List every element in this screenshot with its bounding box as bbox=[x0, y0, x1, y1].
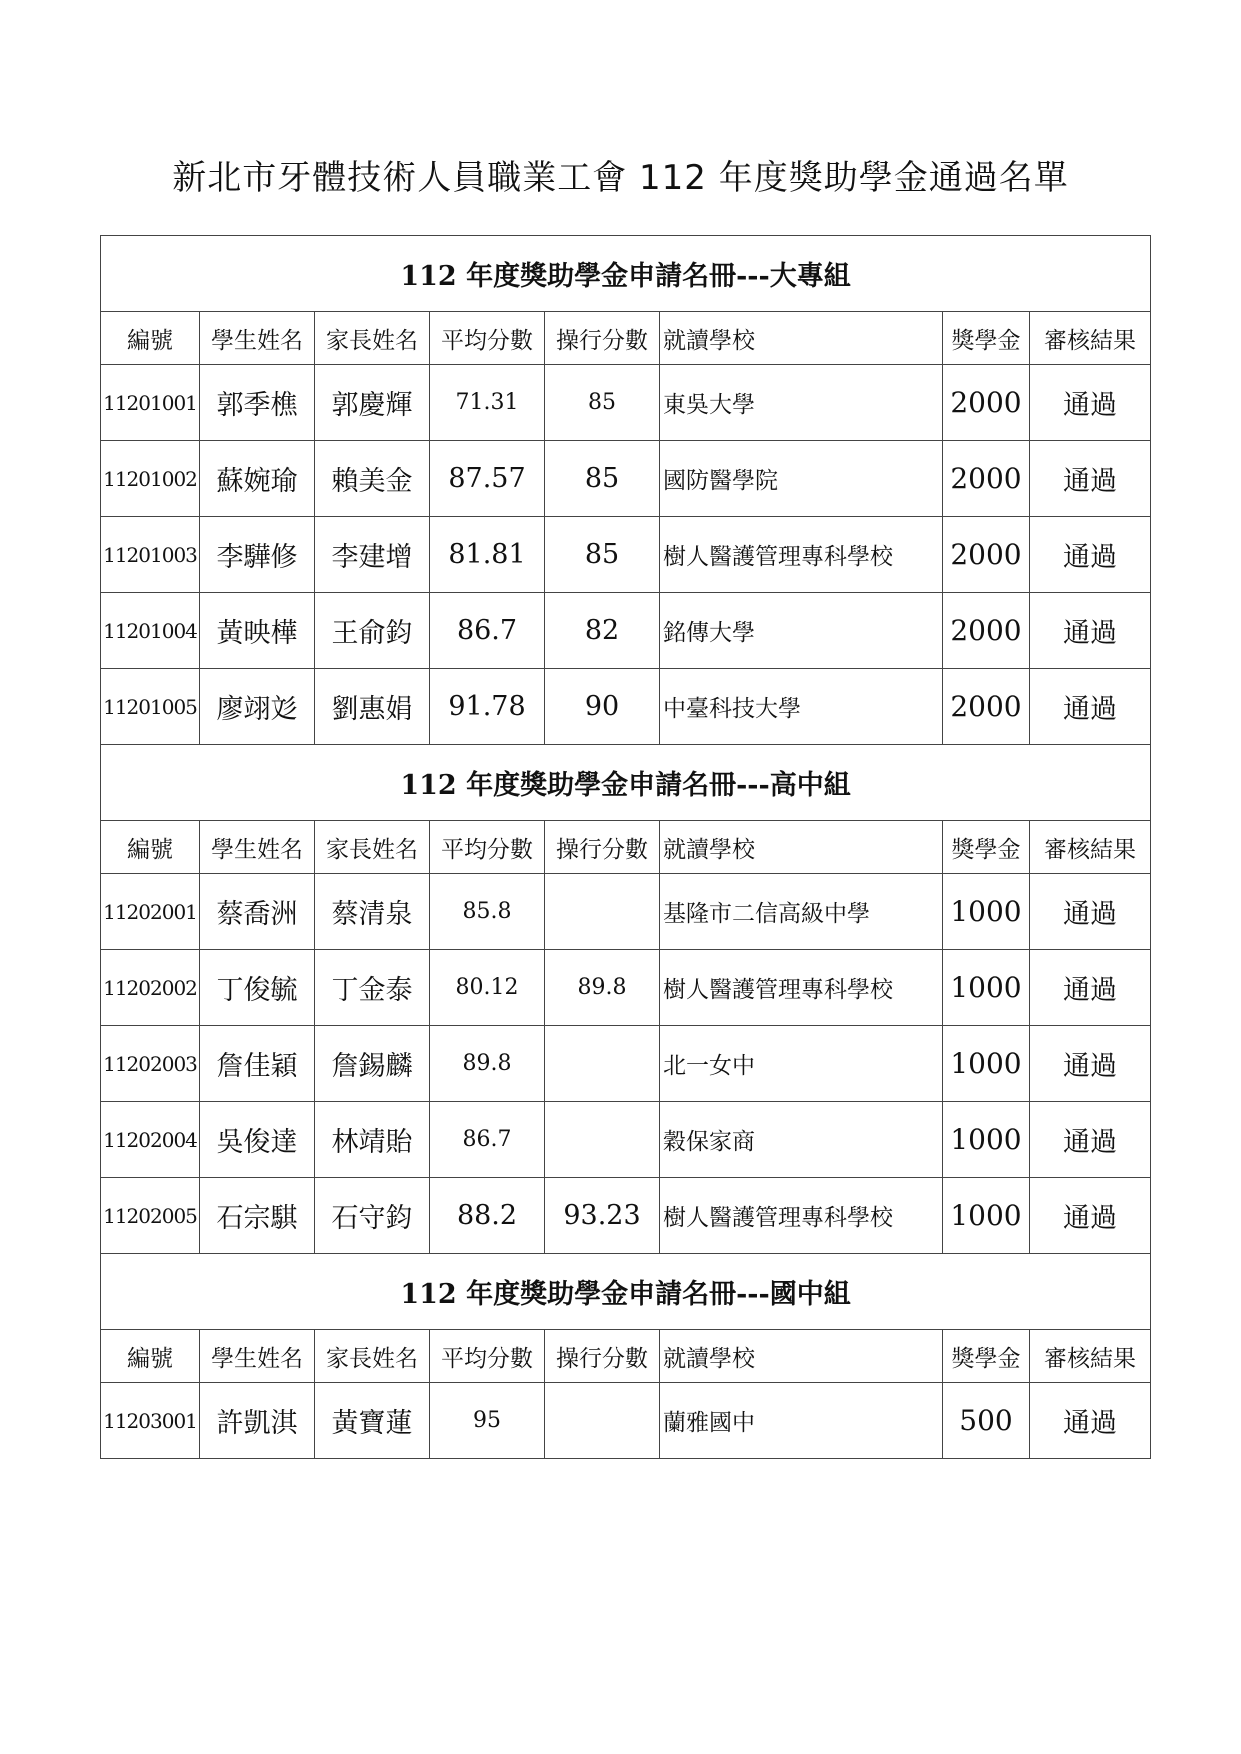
column-header: 學生姓名 bbox=[200, 1330, 315, 1383]
column-header: 審核結果 bbox=[1030, 312, 1151, 365]
review-result: 通過 bbox=[1030, 1102, 1151, 1178]
student-name: 蘇婉瑜 bbox=[200, 441, 315, 517]
parent-name: 蔡清泉 bbox=[315, 874, 430, 950]
scholarship-amount: 1000 bbox=[943, 1178, 1030, 1254]
conduct-score: 85 bbox=[545, 365, 660, 441]
column-header: 平均分數 bbox=[430, 312, 545, 365]
record-id: 11201003 bbox=[101, 517, 200, 593]
column-header: 操行分數 bbox=[545, 312, 660, 365]
scholarship-table bbox=[100, 235, 1151, 1459]
column-header: 家長姓名 bbox=[315, 821, 430, 874]
student-name: 丁俊毓 bbox=[200, 950, 315, 1026]
average-score: 80.12 bbox=[430, 950, 545, 1026]
school-name: 銘傳大學 bbox=[660, 593, 943, 669]
scholarship-amount: 1000 bbox=[943, 874, 1030, 950]
student-name: 石宗騏 bbox=[200, 1178, 315, 1254]
parent-name: 李建增 bbox=[315, 517, 430, 593]
scholarship-amount: 1000 bbox=[943, 1026, 1030, 1102]
column-header: 學生姓名 bbox=[200, 312, 315, 365]
average-score: 81.81 bbox=[430, 517, 545, 593]
column-header: 就讀學校 bbox=[660, 312, 943, 365]
school-name: 中臺科技大學 bbox=[660, 669, 943, 745]
review-result: 通過 bbox=[1030, 1026, 1151, 1102]
table-row bbox=[101, 1102, 1151, 1178]
column-header: 就讀學校 bbox=[660, 821, 943, 874]
table-row bbox=[101, 593, 1151, 669]
review-result: 通過 bbox=[1030, 517, 1151, 593]
student-name: 許凱淇 bbox=[200, 1383, 315, 1459]
section-heading: 112 年度獎助學金申請名冊---高中組 bbox=[101, 745, 1151, 821]
column-header: 審核結果 bbox=[1030, 1330, 1151, 1383]
review-result: 通過 bbox=[1030, 593, 1151, 669]
parent-name: 詹錫麟 bbox=[315, 1026, 430, 1102]
section-heading: 112 年度獎助學金申請名冊---大專組 bbox=[101, 236, 1151, 312]
conduct-score: 93.23 bbox=[545, 1178, 660, 1254]
conduct-score: 85 bbox=[545, 517, 660, 593]
column-header-row bbox=[101, 312, 1151, 365]
scholarship-amount: 2000 bbox=[943, 441, 1030, 517]
review-result: 通過 bbox=[1030, 874, 1151, 950]
column-header: 獎學金 bbox=[943, 821, 1030, 874]
record-id: 11201004 bbox=[101, 593, 200, 669]
average-score: 89.8 bbox=[430, 1026, 545, 1102]
table-row bbox=[101, 669, 1151, 745]
parent-name: 黃寶蓮 bbox=[315, 1383, 430, 1459]
review-result: 通過 bbox=[1030, 1178, 1151, 1254]
record-id: 11201001 bbox=[101, 365, 200, 441]
school-name: 東吳大學 bbox=[660, 365, 943, 441]
column-header-row bbox=[101, 821, 1151, 874]
column-header: 編號 bbox=[101, 312, 200, 365]
student-name: 黃映樺 bbox=[200, 593, 315, 669]
record-id: 11202003 bbox=[101, 1026, 200, 1102]
student-name: 郭季樵 bbox=[200, 365, 315, 441]
table-row bbox=[101, 950, 1151, 1026]
school-name: 樹人醫護管理專科學校 bbox=[660, 517, 943, 593]
review-result: 通過 bbox=[1030, 365, 1151, 441]
column-header-row bbox=[101, 1330, 1151, 1383]
table-row bbox=[101, 1178, 1151, 1254]
column-header: 獎學金 bbox=[943, 312, 1030, 365]
scholarship-amount: 2000 bbox=[943, 517, 1030, 593]
page-title: 新北市牙體技術人員職業工會 112 年度獎助學金通過名單 bbox=[172, 158, 1069, 198]
review-result: 通過 bbox=[1030, 441, 1151, 517]
conduct-score: 85 bbox=[545, 441, 660, 517]
average-score: 88.2 bbox=[430, 1178, 545, 1254]
column-header: 操行分數 bbox=[545, 1330, 660, 1383]
conduct-score bbox=[545, 1102, 660, 1178]
column-header: 操行分數 bbox=[545, 821, 660, 874]
school-name: 樹人醫護管理專科學校 bbox=[660, 1178, 943, 1254]
record-id: 11201002 bbox=[101, 441, 200, 517]
record-id: 11201005 bbox=[101, 669, 200, 745]
average-score: 85.8 bbox=[430, 874, 545, 950]
table-row bbox=[101, 517, 1151, 593]
conduct-score: 90 bbox=[545, 669, 660, 745]
review-result: 通過 bbox=[1030, 1383, 1151, 1459]
column-header: 獎學金 bbox=[943, 1330, 1030, 1383]
conduct-score: 89.8 bbox=[545, 950, 660, 1026]
table-row bbox=[101, 1383, 1151, 1459]
scholarship-amount: 1000 bbox=[943, 1102, 1030, 1178]
section-heading-row bbox=[101, 236, 1151, 312]
average-score: 71.31 bbox=[430, 365, 545, 441]
parent-name: 王俞鈞 bbox=[315, 593, 430, 669]
school-name: 穀保家商 bbox=[660, 1102, 943, 1178]
table-row bbox=[101, 365, 1151, 441]
conduct-score: 82 bbox=[545, 593, 660, 669]
table-row bbox=[101, 874, 1151, 950]
record-id: 11202004 bbox=[101, 1102, 200, 1178]
average-score: 86.7 bbox=[430, 593, 545, 669]
school-name: 國防醫學院 bbox=[660, 441, 943, 517]
review-result: 通過 bbox=[1030, 950, 1151, 1026]
school-name: 基隆市二信高級中學 bbox=[660, 874, 943, 950]
scholarship-amount: 2000 bbox=[943, 365, 1030, 441]
review-result: 通過 bbox=[1030, 669, 1151, 745]
table-row bbox=[101, 1026, 1151, 1102]
record-id: 11203001 bbox=[101, 1383, 200, 1459]
student-name: 廖翊彣 bbox=[200, 669, 315, 745]
column-header: 編號 bbox=[101, 1330, 200, 1383]
column-header: 就讀學校 bbox=[660, 1330, 943, 1383]
student-name: 蔡喬洲 bbox=[200, 874, 315, 950]
parent-name: 石守鈞 bbox=[315, 1178, 430, 1254]
scholarship-amount: 2000 bbox=[943, 669, 1030, 745]
section-heading: 112 年度獎助學金申請名冊---國中組 bbox=[101, 1254, 1151, 1330]
average-score: 87.57 bbox=[430, 441, 545, 517]
average-score: 86.7 bbox=[430, 1102, 545, 1178]
record-id: 11202001 bbox=[101, 874, 200, 950]
scholarship-amount: 1000 bbox=[943, 950, 1030, 1026]
column-header: 平均分數 bbox=[430, 821, 545, 874]
record-id: 11202002 bbox=[101, 950, 200, 1026]
parent-name: 郭慶輝 bbox=[315, 365, 430, 441]
parent-name: 劉惠娟 bbox=[315, 669, 430, 745]
column-header: 家長姓名 bbox=[315, 1330, 430, 1383]
section-heading-row bbox=[101, 1254, 1151, 1330]
column-header: 編號 bbox=[101, 821, 200, 874]
conduct-score bbox=[545, 1026, 660, 1102]
conduct-score bbox=[545, 874, 660, 950]
scholarship-amount: 500 bbox=[943, 1383, 1030, 1459]
parent-name: 賴美金 bbox=[315, 441, 430, 517]
school-name: 北一女中 bbox=[660, 1026, 943, 1102]
conduct-score bbox=[545, 1383, 660, 1459]
scholarship-amount: 2000 bbox=[943, 593, 1030, 669]
student-name: 詹佳穎 bbox=[200, 1026, 315, 1102]
column-header: 學生姓名 bbox=[200, 821, 315, 874]
column-header: 平均分數 bbox=[430, 1330, 545, 1383]
table-row bbox=[101, 441, 1151, 517]
student-name: 李驊修 bbox=[200, 517, 315, 593]
column-header: 家長姓名 bbox=[315, 312, 430, 365]
student-name: 吳俊達 bbox=[200, 1102, 315, 1178]
school-name: 樹人醫護管理專科學校 bbox=[660, 950, 943, 1026]
average-score: 91.78 bbox=[430, 669, 545, 745]
record-id: 11202005 bbox=[101, 1178, 200, 1254]
average-score: 95 bbox=[430, 1383, 545, 1459]
section-heading-row bbox=[101, 745, 1151, 821]
school-name: 蘭雅國中 bbox=[660, 1383, 943, 1459]
column-header: 審核結果 bbox=[1030, 821, 1151, 874]
parent-name: 林靖貽 bbox=[315, 1102, 430, 1178]
parent-name: 丁金泰 bbox=[315, 950, 430, 1026]
